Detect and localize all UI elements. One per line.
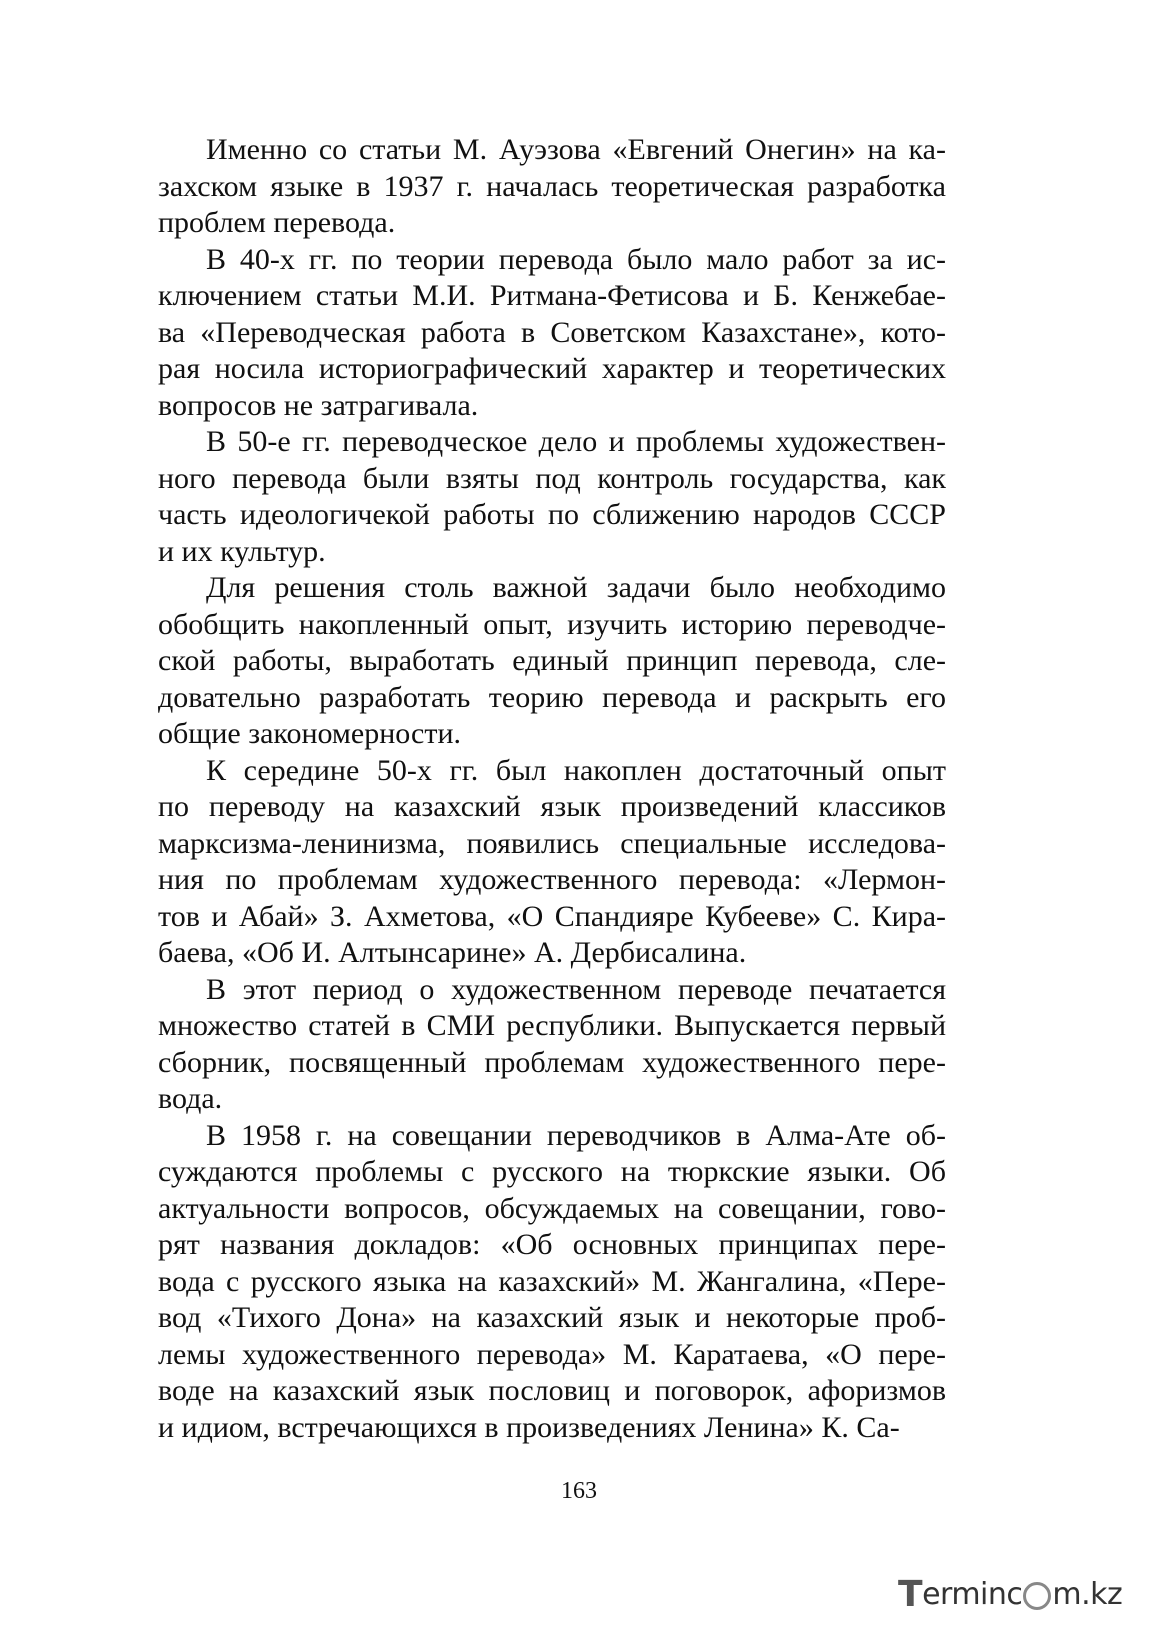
text-line: ключением статьи М.И. Ритмана-Фетисова и Б. Кенжебае- (158, 279, 946, 312)
text-line: сборник, посвященный проблемам художественного пере- (158, 1045, 946, 1079)
watermark-text-middle: erminc (922, 1576, 1023, 1612)
text-line: лемы художественного перевода» М. Каратаева, «О пере- (158, 1337, 946, 1371)
paragraph (158, 132, 946, 242)
paragraph (158, 753, 946, 972)
text-line: Для решения столь важной задачи было необходимо (206, 571, 946, 604)
magnifier-icon (1023, 1582, 1051, 1610)
text-line: и их культур. (158, 534, 326, 568)
watermark-letter-t: T (898, 1573, 923, 1615)
text-line: ния по проблемам художественного перевода: «Лермон- (158, 863, 946, 896)
watermark-text-end: m.kz (1052, 1576, 1123, 1612)
text-line: вод «Тихого Дона» на казахский язык и некоторые проб- (158, 1301, 946, 1334)
watermark-logo (898, 1571, 1130, 1617)
text-line: рая носила историографический характер и теоретических (158, 352, 946, 385)
text-line: Именно со статьи М. Ауэзова «Евгений Онегин» на ка- (206, 133, 946, 166)
paragraph (158, 1118, 946, 1447)
text-line: ской работы, выработать единый принцип перевода, сле- (158, 644, 946, 677)
text-line: общие закономерности. (158, 717, 462, 750)
paragraph (158, 570, 946, 753)
text-line: довательно разработать теорию перевода и раскрыть его (158, 680, 946, 714)
text-line: В 1958 г. на совещании переводчиков в Алма-Ате об- (206, 1118, 946, 1152)
text-line: В этот период о художественном переводе печатается (206, 972, 946, 1006)
text-line: актуальности вопросов, обсуждаемых на совещании, гово- (158, 1191, 946, 1225)
text-line: вопросов не затрагивала. (158, 388, 479, 422)
text-line: тов и Абай» З. Ахметова, «О Спандияре Кубееве» С. Кира- (158, 899, 946, 933)
text-line: ного перевода были взяты под контроль государства, как (158, 461, 946, 495)
text-line: часть идеологичекой работы по сближению народов СССР (158, 498, 946, 531)
text-line: суждаются проблемы с русского на тюркские языки. Об (158, 1155, 946, 1188)
text-line: вода. (158, 1082, 223, 1115)
page-number: 163 (561, 1478, 597, 1504)
text-line: и идиом, встречающихся в произведениях Ленина» К. Са- (158, 1410, 900, 1444)
text-line: вода с русского языка на казахский» М. Жангалина, «Пере- (158, 1264, 946, 1298)
text-line: баева, «Об И. Алтынсарине» А. Дербисалина. (158, 936, 747, 969)
text-line: ва «Переводческая работа в Советском Казахстане», кото- (158, 315, 946, 349)
text-line: В 40-х гг. по теории перевода было мало работ за ис- (206, 242, 946, 276)
paragraph (158, 424, 946, 570)
paragraph (158, 242, 946, 425)
text-line: обобщить накопленный опыт, изучить историю переводче- (158, 607, 946, 641)
text-line: В 50-е гг. переводческое дело и проблемы художествен- (206, 425, 946, 458)
text-line: захском языке в 1937 г. началась теоретическая разработка (158, 169, 946, 203)
body-text (158, 132, 946, 1446)
text-line: воде на казахский язык пословиц и поговорок, афоризмов (158, 1374, 946, 1407)
text-line: рят названия докладов: «Об основных принципах пере- (158, 1228, 946, 1261)
text-line: марксизма-ленинизма, появились специальные исследова- (158, 826, 946, 860)
text-line: множество статей в СМИ республики. Выпускается первый (158, 1009, 946, 1042)
text-line: проблем перевода. (158, 206, 396, 239)
paragraph (158, 972, 946, 1118)
text-line: К середине 50-х гг. был накоплен достаточный опыт (206, 753, 946, 787)
text-line: по переводу на казахский язык произведений классиков (158, 790, 946, 823)
